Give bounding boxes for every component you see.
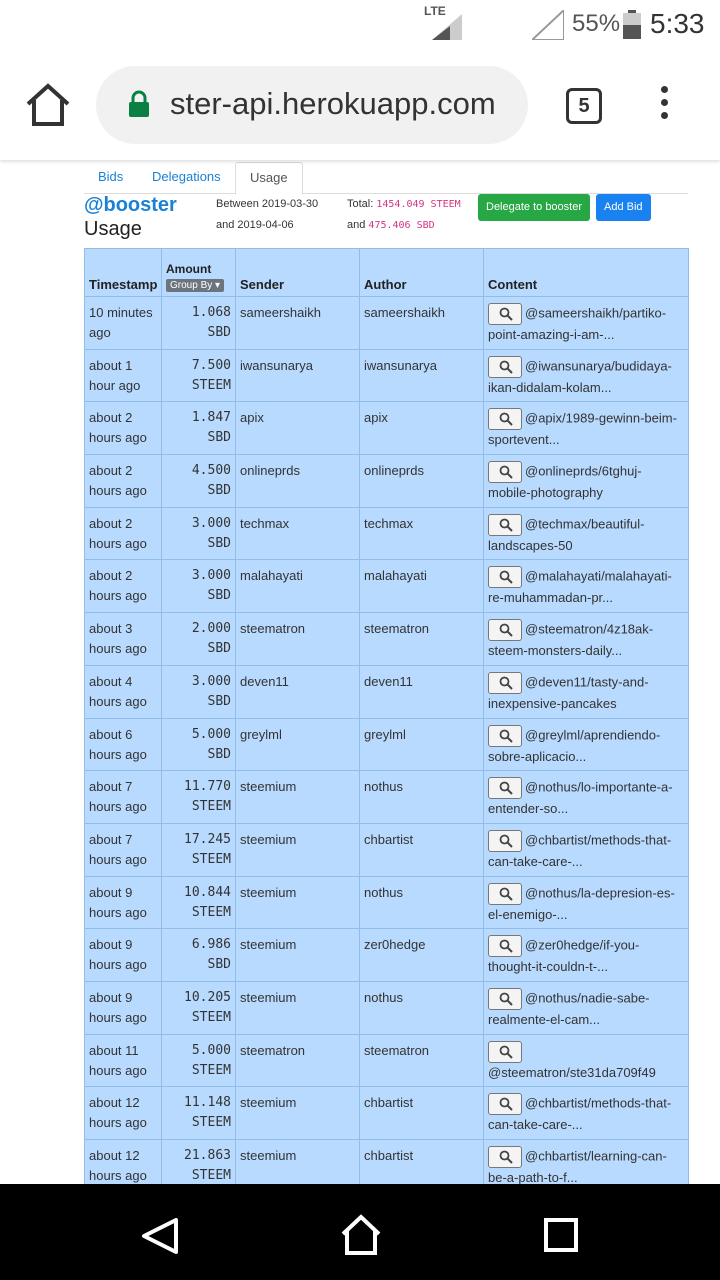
content-link[interactable]: @chbartist/methods-that-can-take-care-... [488,1095,672,1133]
search-icon[interactable] [488,1146,522,1168]
total-steem: Total: 1454.049 STEEM [347,198,461,210]
col-timestamp: Timestamp [85,249,162,297]
search-icon[interactable] [488,988,522,1010]
row-author: deven11 [360,665,484,718]
row-content [484,823,689,876]
row-amount: 6.986 SBD [162,929,236,982]
date-range-end: and 2019-04-06 [216,219,294,231]
row-amount: 1.847 SBD [162,402,236,455]
search-icon[interactable] [488,514,522,536]
content-link[interactable]: @deven11/tasty-and-inexpensive-pancakes [488,674,649,711]
url-text[interactable]: ster-api.herokuapp.com [170,86,496,121]
content-link[interactable]: @nothus/nadie-sabe-realmente-el-cam... [488,990,650,1027]
row-sender: steemium [236,929,360,982]
overflow-menu-icon[interactable] [652,86,676,126]
row-content [484,455,689,508]
table-row [85,613,689,666]
tab-bids[interactable]: Bids [98,169,124,184]
signal-icon [432,14,462,40]
row-timestamp: about 11 hours ago [85,1034,162,1087]
browser-toolbar [0,52,720,160]
content-link[interactable]: @iwansunarya/budidaya-ikan-didalam-kolam... [488,358,672,395]
row-sender: greylml [236,718,360,771]
row-content [484,665,689,718]
row-author: greylml [360,718,484,771]
search-icon[interactable] [488,566,522,588]
row-timestamp: about 9 hours ago [85,981,162,1034]
back-icon[interactable] [140,1216,180,1256]
row-content [484,981,689,1034]
row-author: zer0hedge [360,929,484,982]
row-sender: steemium [236,823,360,876]
col-sender: Sender [236,249,360,297]
col-amount [162,249,236,297]
row-sender: iwansunarya [236,349,360,402]
table-row [85,507,689,560]
row-amount: 21.863 STEEM [162,1140,236,1185]
row-timestamp: about 2 hours ago [85,507,162,560]
content-link[interactable]: @apix/1989-gewinn-beim-sportevent... [488,410,677,448]
lock-icon [128,90,150,118]
search-icon[interactable] [488,461,522,483]
table-row [85,402,689,455]
tab-switcher-button[interactable]: 5 [566,88,602,124]
row-sender: sameershaikh [236,297,360,350]
content-link[interactable]: @sameershaikh/partiko-point-amazing-i-am-... [488,305,667,342]
row-sender: steemium [236,1087,360,1140]
table-header [85,249,689,297]
search-icon[interactable] [488,356,522,378]
row-content [484,297,689,350]
system-nav-bar [0,1184,720,1280]
content-link[interactable]: @malahayati/malahayati-re-muhammadan-pr... [488,568,672,606]
row-sender: deven11 [236,665,360,718]
row-author: nothus [360,981,484,1034]
row-amount: 3.000 SBD [162,507,236,560]
row-sender: techmax [236,507,360,560]
clock: 5:33 [650,8,705,39]
col-content: Content [484,249,689,297]
row-amount: 2.000 SBD [162,613,236,666]
content-link[interactable]: @greylml/aprendiendo-sobre-aplicacio... [488,726,661,764]
row-content [484,1087,689,1140]
row-timestamp: about 6 hours ago [85,718,162,771]
search-icon[interactable] [488,830,522,852]
table-row [85,718,689,771]
row-author: nothus [360,876,484,929]
row-amount: 5.000 SBD [162,718,236,771]
add-bid-button[interactable]: Add Bid [596,194,651,221]
battery-percent: 55% [572,10,621,37]
row-content [484,613,689,666]
tab-usage[interactable]: Usage [235,162,303,195]
row-sender: steemium [236,876,360,929]
row-author: onlineprds [360,455,484,508]
row-timestamp: 10 minutes ago [85,297,162,350]
content-link[interactable]: @chbartist/learning-can-be-a-path-to-f... [488,1148,667,1184]
content-link[interactable]: @techmax/beautiful-landscapes-50 [488,516,645,553]
search-icon[interactable] [488,408,522,430]
table-row [85,929,689,982]
table-row [85,1140,689,1185]
row-author: chbartist [360,1087,484,1140]
row-author: chbartist [360,823,484,876]
page-title: Usage [84,218,142,240]
row-amount: 4.500 SBD [162,455,236,508]
row-amount: 11.148 STEEM [162,1087,236,1140]
row-amount: 1.068 SBD [162,297,236,350]
total-sbd: and 475.406 SBD [347,219,435,231]
row-timestamp: about 2 hours ago [85,455,162,508]
usage-table [84,248,689,1184]
row-author: steematron [360,1034,484,1087]
content-link[interactable]: @nothus/lo-importante-a-entender-so... [488,779,673,817]
row-content [484,402,689,455]
network-type: LTE [424,4,446,18]
row-author: apix [360,402,484,455]
row-content [484,929,689,982]
row-content [484,349,689,402]
row-timestamp: about 2 hours ago [85,560,162,613]
row-author: sameershaikh [360,297,484,350]
row-author: malahayati [360,560,484,613]
table-row [85,1087,689,1140]
home-icon[interactable] [24,82,72,128]
row-amount: 3.000 SBD [162,665,236,718]
search-icon[interactable] [488,303,522,325]
row-timestamp: about 9 hours ago [85,876,162,929]
content-link[interactable]: @chbartist/methods-that-can-take-care-... [488,832,672,869]
col-author: Author [360,249,484,297]
search-icon[interactable] [488,1093,522,1115]
row-sender: apix [236,402,360,455]
wifi-signal-icon [532,10,564,40]
search-icon[interactable] [488,672,522,694]
search-icon[interactable] [488,777,522,799]
date-range-start: Between 2019-03-30 [216,198,319,210]
table-row [85,665,689,718]
search-icon[interactable] [488,935,522,957]
row-sender: steemium [236,981,360,1034]
content-link[interactable]: @steematron/ste31da709f49 [488,1064,656,1080]
row-content [484,771,689,824]
row-content [484,507,689,560]
home-nav-icon[interactable] [340,1214,382,1256]
table-row [85,560,689,613]
row-timestamp: about 12 hours ago [85,1140,162,1185]
row-amount: 10.844 STEEM [162,876,236,929]
tab-delegations[interactable]: Delegations [152,169,221,184]
row-content [484,876,689,929]
row-timestamp: about 3 hours ago [85,613,162,666]
row-timestamp: about 9 hours ago [85,929,162,982]
row-amount: 11.770 STEEM [162,771,236,824]
delegate-button[interactable]: Delegate to booster [478,194,590,221]
row-timestamp: about 12 hours ago [85,1087,162,1140]
row-amount: 7.500 STEEM [162,349,236,402]
content-link[interactable]: @nothus/la-depresion-es-el-enemigo-... [488,885,675,922]
table-row [85,823,689,876]
row-sender: steematron [236,613,360,666]
search-icon[interactable] [488,1041,522,1063]
row-content [484,560,689,613]
row-timestamp: about 2 hours ago [85,402,162,455]
page-content [0,160,720,1184]
account-link[interactable]: @booster [84,194,177,216]
address-bar[interactable] [96,66,528,144]
row-amount: 10.205 STEEM [162,981,236,1034]
row-amount: 5.000 STEEM [162,1034,236,1087]
table-row [85,876,689,929]
row-content [484,718,689,771]
table-row [85,771,689,824]
table-row [85,297,689,350]
group-by-dropdown[interactable]: Group By ▾ [166,279,224,292]
row-author: iwansunarya [360,349,484,402]
search-icon[interactable] [488,883,522,905]
row-timestamp: about 4 hours ago [85,665,162,718]
table-row [85,981,689,1034]
row-sender: malahayati [236,560,360,613]
content-link[interactable]: @steematron/4z18ak-steem-monsters-daily... [488,621,654,659]
search-icon[interactable] [488,619,522,641]
search-icon[interactable] [488,725,522,747]
table-row [85,349,689,402]
col-amount-label: Amount [166,262,212,276]
table-row [85,455,689,508]
battery-icon [622,10,642,40]
row-sender: steematron [236,1034,360,1087]
row-content [484,1140,689,1185]
row-author: nothus [360,771,484,824]
row-timestamp: about 1 hour ago [85,349,162,402]
recents-icon[interactable] [544,1218,578,1252]
row-content [484,1034,689,1087]
row-timestamp: about 7 hours ago [85,823,162,876]
row-author: chbartist [360,1140,484,1185]
row-sender: steemium [236,1140,360,1185]
row-amount: 17.245 STEEM [162,823,236,876]
row-amount: 3.000 SBD [162,560,236,613]
row-author: techmax [360,507,484,560]
content-link[interactable]: @onlineprds/6tghuj-mobile-photography [488,463,642,501]
row-author: steematron [360,613,484,666]
content-link[interactable]: @zer0hedge/if-you-thought-it-couldn-t-... [488,937,640,975]
status-bar [0,0,720,52]
row-sender: onlineprds [236,455,360,508]
row-sender: steemium [236,771,360,824]
row-timestamp: about 7 hours ago [85,771,162,824]
table-row [85,1034,689,1087]
nav-tabs [84,160,688,194]
